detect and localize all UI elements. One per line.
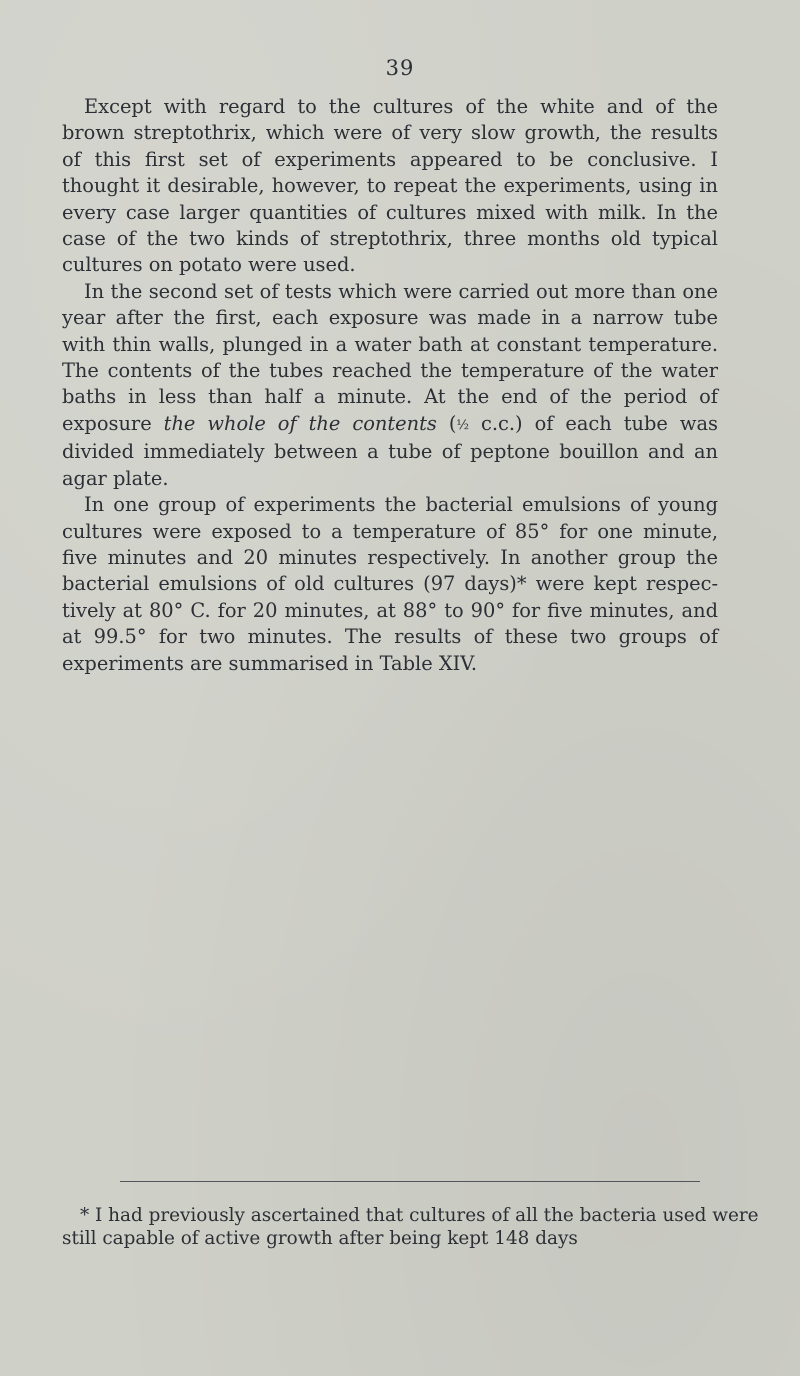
italic-phrase: the whole of the contents bbox=[163, 411, 437, 435]
paragraph-1-line-4: thought it desirable, however, to repeat the experiments, using in bbox=[62, 174, 718, 198]
paragraph-2-line-4: The contents of the tubes reached the temperature of the water bbox=[62, 359, 718, 383]
paragraph-3-line-5: tively at 80° C. for 20 minutes, at 88° to 90° for five minutes, and bbox=[62, 598, 718, 622]
paragraph-1-line-7: cultures on potato were used. bbox=[62, 253, 356, 277]
paragraph-1-line-3: of this first set of experiments appeared to be conclusive. I bbox=[62, 147, 718, 171]
paragraph-2-line-6 bbox=[62, 411, 718, 439]
fraction-half: ½ bbox=[456, 417, 470, 433]
paragraph-3-line-2: cultures were exposed to a temperature of 85° for one minute, bbox=[62, 519, 718, 543]
volume-rest: c.c.) of each tube was bbox=[469, 411, 718, 435]
paragraph-3-line-7: experiments are summarised in Table XIV. bbox=[62, 651, 478, 675]
paragraph-2-line-5: baths in less than half a minute. At the end of the period of bbox=[62, 385, 718, 409]
paragraph-2-line-7: divided immediately between a tube of peptone bouillon and an bbox=[62, 440, 718, 464]
footnote-line-1: * I had previously ascertained that cultures of all the bacteria used were bbox=[80, 1205, 759, 1226]
paragraph-3-line-3: five minutes and 20 minutes respectively. In another group the bbox=[62, 545, 718, 569]
paragraph-1-line-2: brown streptothrix, which were of very slow growth, the results bbox=[62, 121, 718, 145]
footnote-line-2: still capable of active growth after being kept 148 days bbox=[62, 1228, 578, 1249]
paragraph-2-line-3: with thin walls, plunged in a water bath at constant temperature. bbox=[62, 332, 718, 356]
paragraph-2-line-2: year after the first, each exposure was made in a narrow tube bbox=[62, 306, 718, 330]
open-paren: ( bbox=[436, 411, 457, 435]
paragraph-3-line-1: In one group of experiments the bacterial emulsions of young bbox=[84, 493, 718, 517]
footnote-divider bbox=[120, 1181, 700, 1182]
exposure-word: exposure bbox=[62, 411, 164, 435]
paragraph-1-line-5: every case larger quantities of cultures mixed with milk. In the bbox=[62, 200, 718, 224]
page-number: 39 bbox=[385, 56, 415, 80]
footnote bbox=[62, 1204, 759, 1250]
paragraph-2-line-8: agar plate. bbox=[62, 466, 169, 490]
paragraph-3-line-6: at 99.5° for two minutes. The results of these two groups of bbox=[62, 625, 718, 649]
paragraph-2-line-1: In the second set of tests which were carried out more than one bbox=[84, 279, 718, 303]
paragraph-3-line-4: bacterial emulsions of old cultures (97 days)* were kept respec- bbox=[62, 572, 718, 596]
paragraph-1-line-6: case of the two kinds of streptothrix, three months old typical bbox=[62, 227, 718, 251]
body-text bbox=[62, 94, 718, 677]
paragraph-1-line-1: Except with regard to the cultures of the white and of the bbox=[84, 95, 718, 118]
